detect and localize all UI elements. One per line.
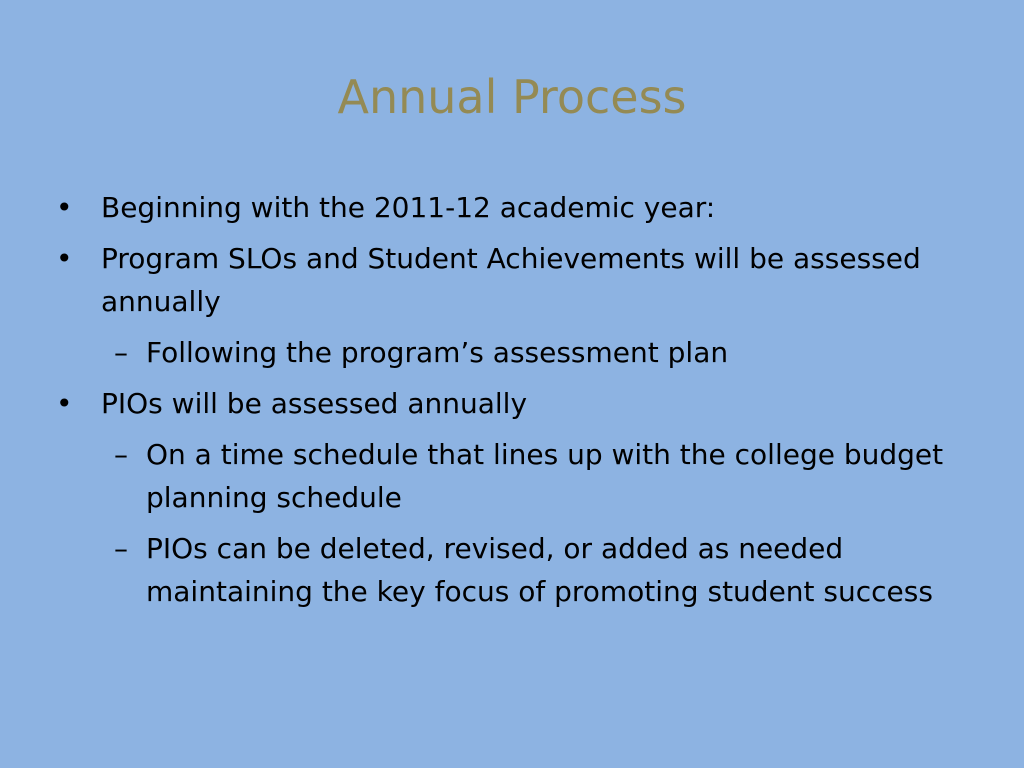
bullet-item-program-slos <box>56 237 956 323</box>
sub-bullet-marker: – <box>114 336 128 369</box>
slide-title: Annual Process <box>337 70 687 124</box>
sub-bullet-text: PIOs can be deleted, revised, or added as needed maintaining the key focus of promoting student success <box>146 532 933 608</box>
bullet-marker: • <box>56 191 73 224</box>
sub-bullet-item-assessment-plan <box>56 331 956 374</box>
sub-bullet-marker: – <box>114 532 128 565</box>
sub-bullet-text: On a time schedule that lines up with the college budget planning schedule <box>146 438 944 514</box>
sub-bullet-text: Following the program’s assessment plan <box>146 336 729 369</box>
sub-bullet-item-budget-schedule <box>56 433 956 519</box>
sub-bullet-marker: – <box>114 438 128 471</box>
bullet-item-pios <box>56 382 956 425</box>
bullet-item-academic-year <box>56 186 956 229</box>
bullet-marker: • <box>56 387 73 420</box>
bullet-marker: • <box>56 242 73 275</box>
bullet-list <box>56 186 956 621</box>
bullet-text: PIOs will be assessed annually <box>101 387 528 420</box>
sub-bullet-item-pio-revisions <box>56 527 956 613</box>
bullet-text: Program SLOs and Student Achievements will be assessed annually <box>101 242 921 318</box>
bullet-text: Beginning with the 2011-12 academic year: <box>101 191 716 224</box>
